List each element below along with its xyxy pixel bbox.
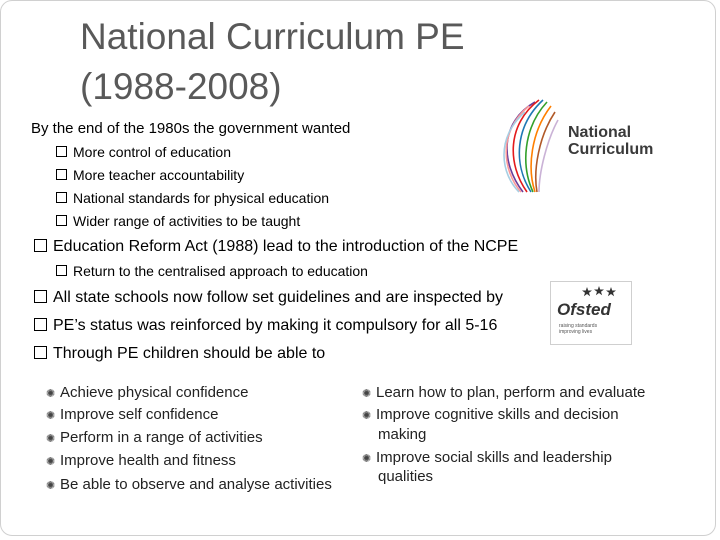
intro-item: National standards for physical education: [56, 190, 329, 206]
checkbox-icon: [34, 290, 47, 303]
outcome-item: ✺ Improve social skills and leadership: [362, 449, 612, 466]
bullet-icon: ✺: [46, 409, 56, 422]
intro-item: Wider range of activities to be taught: [56, 213, 300, 229]
outcome-item: ✺ Learn how to plan, perform and evaluate: [362, 384, 646, 401]
checkbox-icon: [34, 318, 47, 331]
ofsted-logo: [550, 281, 632, 345]
bullet-icon: ✺: [46, 479, 56, 492]
point-through-pe: Through PE children should be able to: [34, 345, 325, 363]
checkbox-icon: [56, 265, 67, 276]
bullet-icon: ✺: [362, 452, 372, 465]
outcome-item: ✺ Improve cognitive skills and decision: [362, 406, 619, 423]
bullet-icon: ✺: [46, 432, 56, 445]
point-pe-status: PE’s status was reinforced by making it compulsory for all 5-16: [34, 317, 497, 335]
checkbox-icon: [34, 346, 47, 359]
outcome-item: ✺ Improve self confidence: [46, 406, 219, 423]
title-line-2: (1988-2008): [80, 66, 282, 107]
outcome-item-continued: making: [378, 426, 427, 443]
intro-item: More teacher accountability: [56, 167, 244, 183]
ofsted-tagline: raising standards improving lives: [559, 323, 598, 335]
point-education-reform: Education Reform Act (1988) lead to the introduction of the NCPE: [34, 238, 518, 256]
nc-wordmark-line-1: National: [568, 124, 632, 141]
outcome-item: ✺ Achieve physical confidence: [46, 384, 249, 401]
title-line-1: National Curriculum PE: [80, 16, 465, 57]
checkbox-icon: [56, 192, 67, 203]
national-curriculum-wordmark: [568, 124, 653, 158]
bullet-icon: ✺: [362, 409, 372, 422]
nc-wordmark-line-2: Curriculum: [568, 141, 654, 158]
slide-title: [80, 12, 465, 112]
bullet-icon: ✺: [46, 455, 56, 468]
point-state-schools: All state schools now follow set guidelines and are inspected by: [34, 289, 503, 307]
checkbox-icon: [56, 215, 67, 226]
bullet-icon: ✺: [362, 387, 372, 400]
outcome-item: ✺ Be able to observe and analyse activities: [46, 476, 332, 493]
checkbox-icon: [34, 239, 47, 252]
point-sub-item: Return to the centralised approach to education: [56, 263, 368, 279]
checkbox-icon: [56, 169, 67, 180]
stars-icon: [581, 286, 621, 300]
intro-heading: By the end of the 1980s the government wanted: [31, 120, 351, 137]
ofsted-wordmark: Ofsted: [557, 300, 611, 319]
intro-item: More control of education: [56, 144, 231, 160]
outcome-item: ✺ Perform in a range of activities: [46, 429, 263, 446]
outcome-item: ✺ Improve health and fitness: [46, 452, 236, 469]
checkbox-icon: [56, 146, 67, 157]
bullet-icon: ✺: [46, 387, 56, 400]
outcome-item-continued: qualities: [378, 468, 434, 485]
